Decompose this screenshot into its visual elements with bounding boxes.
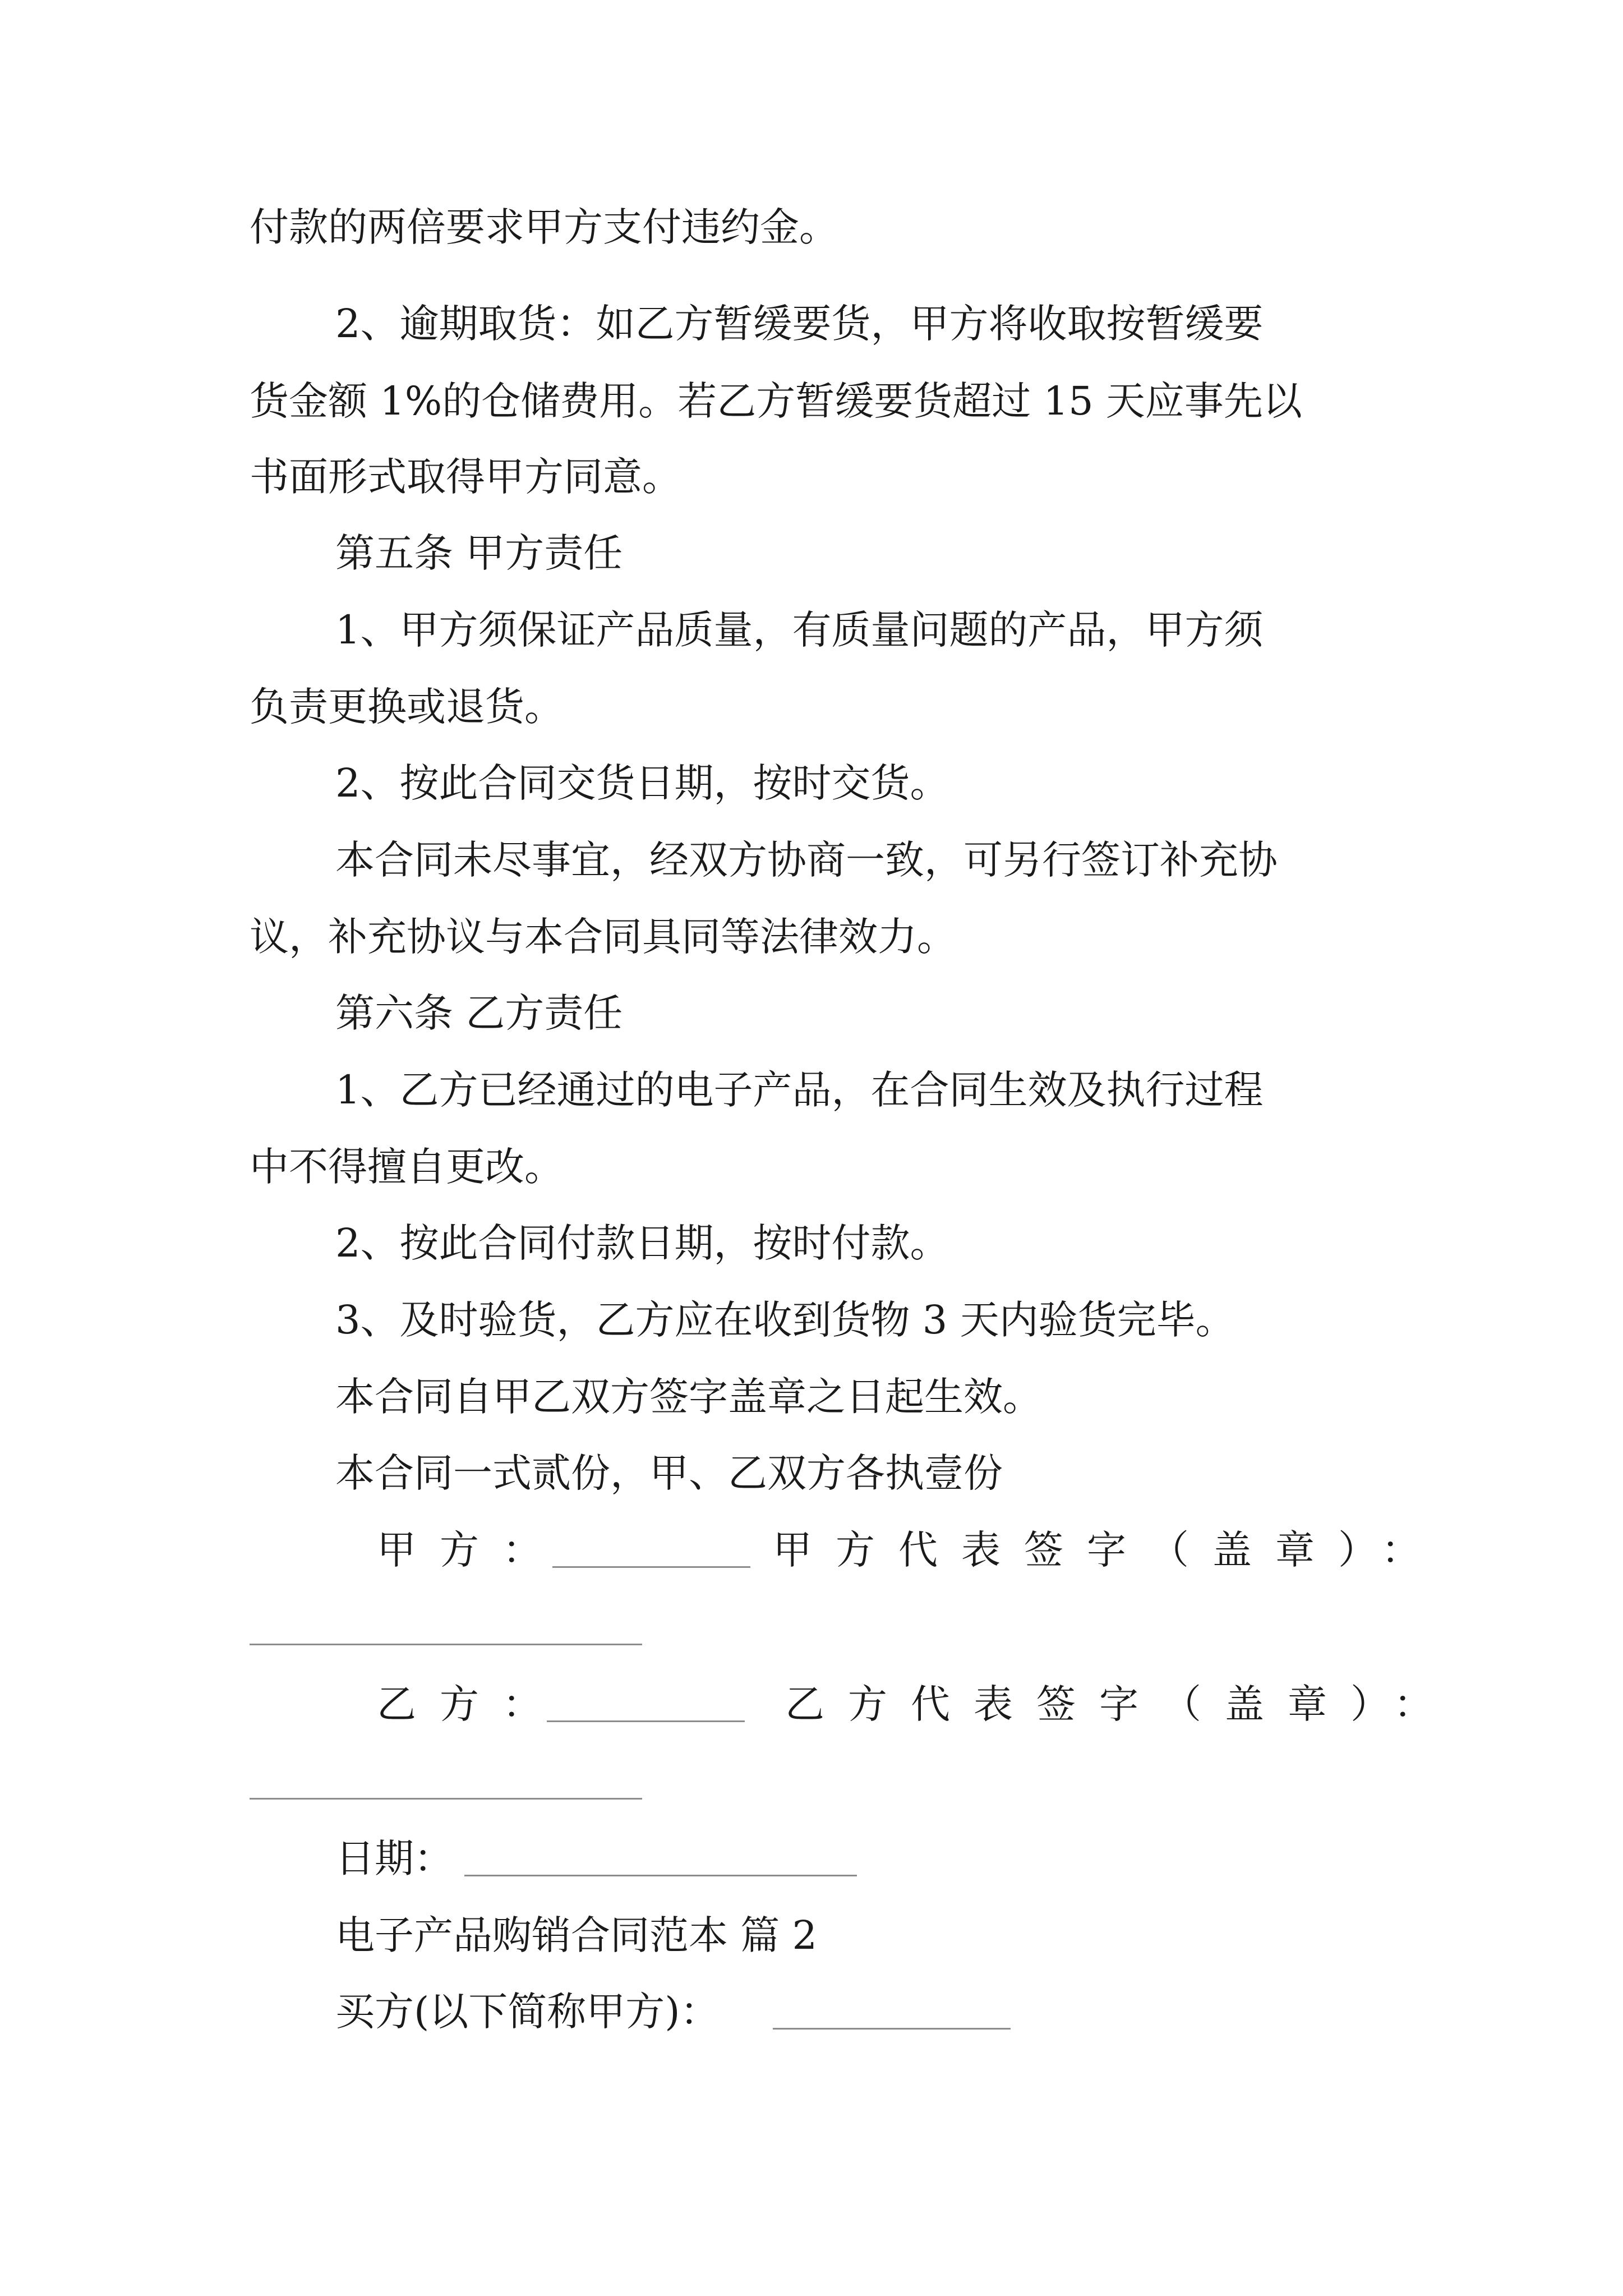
party-a-rep-label: 甲方代表签字（盖章）：: [773, 1527, 1444, 1573]
body-line-9: 本合同未尽事宜，经双方协商一致，可另行签订补充协: [335, 837, 1278, 883]
party-b-label: 乙方：: [377, 1681, 565, 1727]
body-line-8: 2、按此合同交货日期，按时交货。: [335, 760, 949, 806]
body-line-3: 货金额 1%的仓储费用。若乙方暂缓要货超过 15 天应事先以: [250, 378, 1302, 424]
party-a-rep-blank: [250, 1644, 642, 1645]
party-a-label: 甲方：: [377, 1527, 565, 1573]
body-line-15: 3、及时验货，乙方应在收到货物 3 天内验货完毕。: [335, 1297, 1235, 1343]
date-blank: [464, 1875, 857, 1876]
body-line-2: 2、逾期取货：如乙方暂缓要货，甲方将收取按暂缓要: [335, 301, 1264, 347]
body-line-1: 付款的两倍要求甲方支付违约金。: [250, 204, 838, 250]
body-line-14: 2、按此合同付款日期，按时付款。: [335, 1220, 949, 1266]
body-line-16: 本合同自甲乙双方签字盖章之日起生效。: [335, 1374, 1042, 1420]
body-line-13: 中不得擅自更改。: [250, 1144, 564, 1190]
party-a-blank: [552, 1566, 750, 1568]
party-b-signature-row: [0, 1676, 1623, 1732]
body-line-10: 议，补充协议与本合同具同等法律效力。: [250, 914, 956, 960]
body-line-6: 1、甲方须保证产品质量，有质量问题的产品，甲方须: [335, 607, 1264, 653]
buyer-label: 买方(以下简称甲方)：: [335, 1989, 720, 2035]
body-line-12: 1、乙方已经通过的电子产品，在合同生效及执行过程: [335, 1067, 1264, 1113]
body-line-17: 本合同一式贰份，甲、乙双方各执壹份: [335, 1450, 1003, 1496]
party-b-rep-label: 乙方代表签字（盖章）：: [785, 1681, 1456, 1727]
party-b-blank: [547, 1720, 745, 1722]
party-b-rep-blank: [250, 1798, 642, 1800]
article-6-heading: 第六条 乙方责任: [335, 990, 623, 1036]
party-a-signature-row: [0, 1522, 1623, 1578]
date-label: 日期：: [335, 1835, 453, 1881]
body-line-7: 负责更换或退货。: [250, 684, 564, 730]
body-line-4: 书面形式取得甲方同意。: [250, 454, 681, 500]
buyer-blank: [773, 2028, 1011, 2030]
section-title: 电子产品购销合同范本 篇 2: [335, 1912, 818, 1958]
article-5-heading: 第五条 甲方责任: [335, 530, 623, 576]
